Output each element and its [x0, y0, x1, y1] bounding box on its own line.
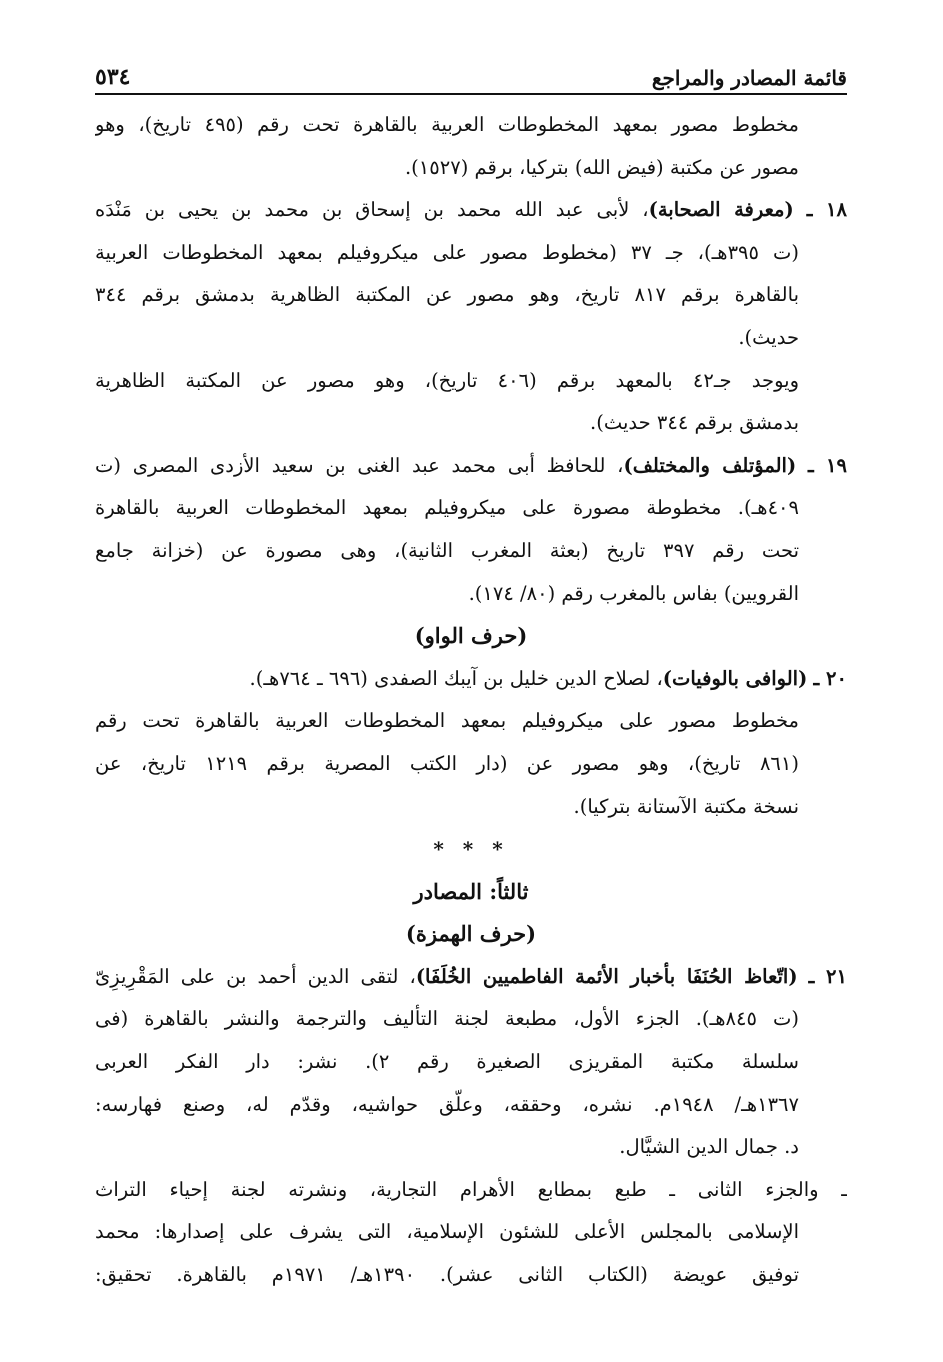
page-number: ٥٣٤ — [95, 64, 131, 90]
entry-number: ١٨ ـ — [806, 198, 847, 222]
text-line: ـ والجزء الثانى ـ طبع بمطابع الأهرام التجارية، ونشرته لجنة إحياء التراث — [95, 1177, 847, 1201]
text-line: بالقاهرة برقم ٨١٧ تاريخ، وهو مصور عن المكتبة الظاهرية بدمشق برقم ٣٤٤ — [95, 283, 799, 307]
text-line: مصور عن مكتبة (فيض الله) بتركيا، برقم (١٥٢٧). — [404, 155, 799, 179]
text-line: (٨٦١ تاريخ)، وهو مصور عن (دار الكتب المصرية برقم ١٢١٩ تاريخ، عن — [95, 751, 799, 775]
header-rule — [95, 93, 847, 95]
text-line: حديث). — [738, 325, 799, 349]
entry-number: ٢٠ ـ — [813, 666, 847, 690]
text-line: (ت ٣٩٥هـ)، جـ ٣٧ (مخطوط مصور على ميكروفيلم بمعهد المخطوطات العربية — [95, 240, 800, 264]
text-line: مخطوط مصور بمعهد المخطوطات العربية بالقاهرة تحت رقم (٤٩٥ تاريخ)، وهو — [95, 113, 800, 136]
page-header — [95, 52, 847, 90]
entry-20 — [95, 658, 847, 701]
text-line: ٤٠٩هـ). مخطوطة مصورة على ميكروفيلم بمعهد المخطوطات العربية بالقاهرة — [95, 496, 799, 520]
page-body — [95, 104, 847, 1297]
heading-hamza: (حرف الهمزة) — [405, 921, 537, 947]
text-line: د. جمال الدين الشيَّال. — [619, 1135, 799, 1159]
entry-text: ، لأبى عبد الله محمد بن إسحاق بن محمد بن يحيى بن مَنْدَه — [95, 198, 649, 222]
text-line: تحت رقم ٣٩٧ تاريخ (بعثة المغرب الثانية)، وهى مصورة عن (خزانة جامع — [95, 538, 799, 562]
entry-text: ، لصلاح الدين خليل بن آيبك الصفدى (٦٩٦ ـ ٧٦٤هـ). — [249, 666, 663, 690]
text-line: بدمشق برقم ٣٤٤ حديث). — [590, 411, 799, 435]
entry-title: (الوافى بالوفيات) — [662, 666, 808, 690]
entry-title: (معرفة الصحابة) — [648, 198, 794, 222]
running-title: قائمة المصادر والمراجع — [651, 66, 847, 90]
text-line: ١٣٦٧هـ/ ١٩٤٨م. نشره، وحققه، وعلّق حواشيه، وقدّم له، وصنع فهارسه: — [95, 1092, 800, 1116]
section-separator: * * * — [433, 837, 509, 862]
entry-title: (المؤتلف والمختلف) — [623, 453, 797, 477]
section-title: ثالثاً: المصادر — [413, 878, 529, 904]
text-line: (ت ٨٤٥هـ). الجزء الأول، مطبعة لجنة التأليف والترجمة والنشر بالقاهرة (فى — [95, 1007, 799, 1031]
entry-21 — [95, 956, 847, 999]
text-line: سلسلة مكتبة المقريزى الصغيرة رقم ٢). نشر: دار الفكر العربى — [95, 1050, 799, 1074]
entry-19 — [95, 445, 847, 488]
entry-title: (اتّعاظ الحُنَفَا بأخبار الأئمة الفاطميين الخُلَفَا) — [415, 964, 798, 988]
text-line: الإسلامى بالمجلس الأعلى للشئون الإسلامية، التى يشرف على إصدارها: محمد — [95, 1220, 799, 1244]
entry-text: ، للحافظ أبى محمد عبد الغنى بن سعيد الأزدى المصرى (ت — [95, 453, 624, 477]
entry-text: ، لتقى الدين أحمد بن على المَقْرِيزِىّ — [95, 964, 416, 988]
text-line: ويوجد جـ٤٢ بالمعهد برقم (٤٠٦ تاريخ)، وهو مصور عن المكتبة الظاهرية — [95, 368, 799, 392]
entry-number: ١٩ ـ — [807, 453, 847, 477]
text-line: القرويين) بفاس بالمغرب رقم (٨٠/ ١٧٤). — [468, 581, 799, 605]
text-line: مخطوط مصور على ميكروفيلم بمعهد المخطوطات العربية بالقاهرة تحت رقم — [95, 709, 799, 733]
text-line: توفيق عويضة (الكتاب الثانى عشر). ١٣٩٠هـ/ ١٩٧١م بالقاهرة. تحقيق: — [95, 1263, 800, 1287]
heading-waw: (حرف الواو) — [414, 623, 528, 649]
entry-18 — [95, 189, 847, 232]
entry-number: ٢١ ـ — [808, 964, 847, 988]
text-line: نسخة مكتبة الآستانة بتركيا). — [573, 794, 799, 818]
